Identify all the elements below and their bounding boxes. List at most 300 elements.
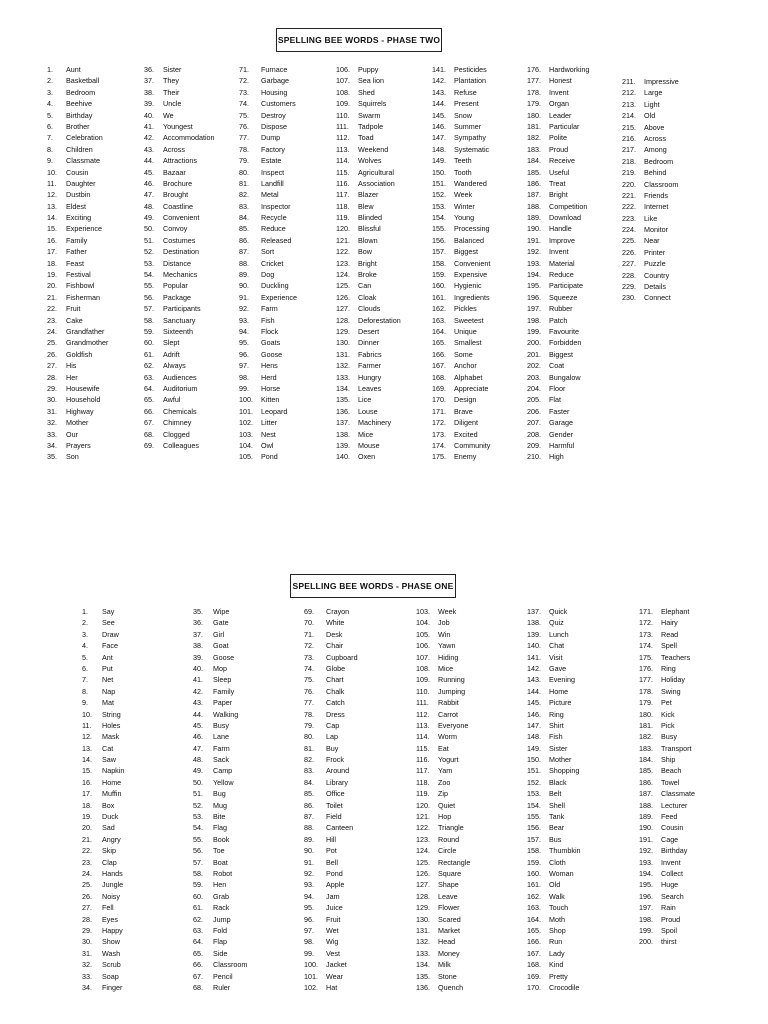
word-number: 119. [336,213,350,223]
word-number: 27. [47,361,57,371]
word-item [527,258,589,269]
word-text: Bus [549,834,562,844]
word-item [47,394,108,405]
word-number: 44. [144,156,154,166]
word-item [144,64,215,75]
word-number: 93. [239,315,249,325]
word-number: 188. [639,800,653,810]
word-item [622,179,679,190]
word-number: 72. [239,76,249,86]
word-item [336,64,401,75]
word-number: 140. [527,641,541,651]
word-item [239,349,297,360]
word-text: Crocodile [549,982,580,992]
word-text: Cloak [358,292,377,302]
word-item [527,902,581,913]
word-number: 109. [336,99,350,109]
word-item [639,629,695,640]
word-number: 138. [527,618,541,628]
word-text: Wet [326,925,339,935]
word-text: Uncle [163,99,182,109]
word-text: Cloth [549,857,566,867]
word-text: Skip [102,846,116,856]
word-item [416,959,470,970]
word-number: 55. [144,281,154,291]
word-number: 221. [622,190,636,200]
word-number: 76. [239,121,249,131]
word-item [527,925,581,936]
word-number: 72. [304,641,314,651]
word-text: Popular [163,281,188,291]
word-item [527,246,589,257]
word-text: Shell [549,800,565,810]
word-text: Particular [549,121,580,131]
word-text: Tadpole [358,121,384,131]
word-item [304,914,358,925]
word-item [622,247,679,258]
word-text: Grandfather [66,326,105,336]
word-item [527,337,589,348]
word-text: Participate [549,281,583,291]
word-text: Proud [549,144,569,154]
word-text: Field [326,812,342,822]
word-number: 4. [47,99,53,109]
word-number: 210. [527,452,541,462]
word-number: 152. [432,190,446,200]
word-text: Sack [213,755,229,765]
word-text: Among [644,145,667,155]
word-text: Plantation [454,76,486,86]
word-item [239,121,297,132]
word-item [336,440,401,451]
word-text: Adrift [163,349,180,359]
word-text: His [66,361,77,371]
word-number: 216. [622,133,636,143]
word-number: 2. [47,76,53,86]
word-number: 44. [193,709,203,719]
word-number: 148. [527,732,541,742]
word-item [47,406,108,417]
word-text: Rabbit [438,698,459,708]
word-text: Napkin [102,766,125,776]
word-item [336,246,401,257]
word-text: Handle [549,224,572,234]
word-text: Ingredients [454,292,490,302]
word-number: 68. [144,429,154,439]
word-number: 219. [622,168,636,178]
word-item [82,629,124,640]
word-item [193,697,247,708]
word-text: Picture [549,698,572,708]
word-number: 17. [47,247,57,257]
word-number: 3. [82,629,88,639]
word-text: Cousin [66,167,89,177]
word-item [527,765,581,776]
word-text: Appreciate [454,383,489,393]
word-item [47,178,108,189]
word-item [82,936,124,947]
word-text: Internet [644,202,669,212]
word-number: 180. [639,709,653,719]
word-text: Lecturer [661,800,688,810]
word-text: Garbage [261,76,289,86]
word-number: 113. [336,144,350,154]
word-number: 133. [336,372,350,382]
word-number: 65. [193,948,203,958]
word-item [416,834,470,845]
word-text: Squeeze [549,292,578,302]
word-text: Bedroom [644,156,674,166]
word-number: 46. [144,178,154,188]
word-text: Dress [326,709,345,719]
word-number: 23. [82,857,92,867]
word-number: 144. [527,686,541,696]
word-item [432,269,490,280]
word-number: 69. [144,440,154,450]
word-text: Mat [102,698,114,708]
word-number: 10. [82,709,92,719]
word-text: Ring [661,663,676,673]
word-text: Leopard [261,406,288,416]
word-item [193,709,247,720]
word-item [527,75,589,86]
word-item [304,800,358,811]
word-text: Classmate [66,156,100,166]
word-number: 146. [527,709,541,719]
word-text: Girl [213,629,225,639]
word-text: Housing [261,87,288,97]
word-number: 16. [82,777,92,787]
word-number: 21. [82,834,92,844]
word-text: Zoo [438,777,451,787]
word-text: Mother [549,755,572,765]
word-text: Sad [102,823,115,833]
word-item [239,315,297,326]
word-text: Classroom [644,179,679,189]
word-item [304,731,358,742]
word-item [527,417,589,428]
word-text: Father [66,247,87,257]
word-text: Youngest [163,121,193,131]
word-item [304,629,358,640]
word-number: 88. [304,823,314,833]
word-text: Running [438,675,465,685]
word-number: 189. [639,812,653,822]
word-number: 58. [144,315,154,325]
word-item [639,834,695,845]
word-item [432,246,490,257]
word-item [193,891,247,902]
word-item [432,451,490,462]
word-number: 178. [527,87,541,97]
word-item [527,822,581,833]
word-number: 89. [304,834,314,844]
word-text: Puppy [358,65,379,74]
word-text: Herd [261,372,277,382]
word-number: 165. [527,925,541,935]
word-item [527,178,589,189]
word-item [639,879,695,890]
word-text: Book [213,834,230,844]
word-text: Pickles [454,304,477,314]
word-item [82,971,124,982]
word-text: Blown [358,235,378,245]
word-number: 38. [193,641,203,651]
word-item [144,292,215,303]
word-item [432,110,490,121]
word-text: Material [549,258,575,268]
word-number: 45. [144,167,154,177]
word-item [82,834,124,845]
word-number: 228. [622,270,636,280]
word-item [416,697,470,708]
word-item [527,834,581,845]
word-number: 170. [527,982,541,992]
word-number: 11. [47,178,57,188]
word-number: 177. [527,76,541,86]
word-item [622,144,679,155]
word-number: 97. [304,925,314,935]
word-text: Woman [549,868,574,878]
word-number: 173. [639,629,653,639]
word-text: Convenient [163,213,200,223]
word-number: 102. [239,418,253,428]
word-number: 5. [82,652,88,662]
word-number: 142. [432,76,446,86]
word-text: Convoy [163,224,188,234]
word-text: Like [644,213,658,223]
word-number: 49. [193,766,203,776]
phase-one-column-2 [193,606,247,993]
word-text: Office [326,789,345,799]
word-item [416,948,470,959]
word-item [47,167,108,178]
word-number: 199. [639,925,653,935]
word-number: 59. [144,326,154,336]
word-item [432,394,490,405]
word-text: Anchor [454,361,477,371]
word-text: Birthday [66,110,93,120]
word-text: Squirrels [358,99,387,109]
word-text: Sympathy [454,133,486,143]
word-item [527,406,589,417]
word-item [527,155,589,166]
word-item [527,98,589,109]
word-item [336,417,401,428]
word-item [47,132,108,143]
word-text: Busy [661,732,677,742]
word-item [639,822,695,833]
word-number: 34. [82,982,92,992]
word-number: 200. [639,937,653,947]
word-item [639,891,695,902]
word-number: 186. [639,777,653,787]
word-item [527,429,589,440]
word-text: Chart [326,675,344,685]
word-item [193,652,247,663]
word-number: 127. [416,880,430,890]
word-text: Gate [213,618,229,628]
word-number: 52. [144,247,154,257]
word-item [432,303,490,314]
word-text: Job [438,618,450,628]
word-number: 61. [193,903,203,913]
word-text: Elephant [661,607,690,616]
word-text: Pretty [549,971,568,981]
word-item [527,811,581,822]
word-number: 112. [336,133,350,143]
word-item [304,617,358,628]
word-number: 36. [193,618,203,628]
word-number: 187. [527,190,541,200]
word-number: 181. [527,121,541,131]
word-number: 40. [144,110,154,120]
word-item [336,178,401,189]
word-text: Sea lion [358,76,384,86]
word-text: Competition [549,201,588,211]
word-number: 171. [639,607,653,616]
word-item [336,75,401,86]
word-item [82,777,124,788]
word-number: 39. [144,99,154,109]
word-item [527,132,589,143]
word-item [304,857,358,868]
word-item [193,868,247,879]
word-number: 227. [622,259,636,269]
word-item [47,223,108,234]
word-text: Wolves [358,156,382,166]
word-number: 77. [239,133,249,143]
word-number: 75. [239,110,249,120]
word-item [622,281,679,292]
word-item [336,144,401,155]
word-number: 138. [336,429,350,439]
word-number: 176. [527,65,541,74]
word-item [82,868,124,879]
word-item [527,663,581,674]
word-text: Excited [454,429,478,439]
word-item [239,383,297,394]
word-text: Mop [213,663,227,673]
word-item [416,663,470,674]
word-text: Furnace [261,65,288,74]
word-item [527,349,589,360]
word-text: Ruler [213,982,231,992]
word-item [47,303,108,314]
word-item [47,280,108,291]
word-number: 79. [239,156,249,166]
word-number: 90. [304,846,314,856]
word-item [416,709,470,720]
word-text: Farm [213,743,230,753]
word-item [304,640,358,651]
word-text: Cap [326,720,340,730]
word-number: 130. [416,914,430,924]
word-text: Bright [549,190,568,200]
word-item [47,451,108,462]
word-number: 154. [527,800,541,810]
word-number: 94. [304,891,314,901]
word-text: Harmful [549,440,575,450]
word-number: 144. [432,99,446,109]
phase-two-column-6 [527,64,589,463]
word-text: Mother [66,418,89,428]
word-item [416,891,470,902]
word-number: 15. [47,224,57,234]
word-item [82,606,124,617]
word-text: Jam [326,891,340,901]
word-item [432,383,490,394]
word-text: Fell [102,903,114,913]
word-item [82,822,124,833]
word-number: 20. [47,281,57,291]
word-number: 31. [47,406,57,416]
word-number: 208. [527,429,541,439]
word-text: Destination [163,247,199,257]
word-number: 128. [416,891,430,901]
word-item [304,777,358,788]
word-number: 84. [239,213,249,223]
word-number: 26. [47,349,57,359]
word-text: Yawn [438,641,456,651]
phase-two-column-2 [144,64,215,451]
word-item [239,406,297,417]
word-number: 111. [336,121,349,131]
word-item [82,743,124,754]
word-number: 81. [239,178,249,188]
word-item [82,617,124,628]
phase-two-column-5 [432,64,490,463]
word-item [527,720,581,731]
word-text: Brave [454,406,473,416]
word-text: Beach [661,766,682,776]
word-text: High [549,452,564,462]
word-item [193,857,247,868]
word-number: 191. [527,235,541,245]
word-item [193,720,247,731]
word-text: Spoil [661,925,677,935]
word-text: Jacket [326,960,347,970]
word-item [144,337,215,348]
word-item [304,925,358,936]
phase-one-column-4 [416,606,470,993]
word-text: Gender [549,429,573,439]
word-number: 190. [527,224,541,234]
word-text: Around [326,766,350,776]
word-text: Teeth [454,156,472,166]
word-number: 196. [527,292,541,302]
word-number: 192. [639,846,653,856]
word-item [432,406,490,417]
word-text: Goat [213,641,229,651]
word-item [47,64,108,75]
word-text: Flag [213,823,227,833]
word-number: 134. [336,383,350,393]
word-number: 158. [432,258,446,268]
word-item [416,640,470,651]
word-text: Pond [326,868,343,878]
word-item [144,440,215,451]
word-text: Oxen [358,452,376,462]
word-text: Zip [438,789,448,799]
word-item [527,845,581,856]
word-number: 152. [527,777,541,787]
word-number: 163. [432,315,446,325]
word-item [193,902,247,913]
word-number: 159. [527,857,541,867]
word-item [336,383,401,394]
word-item [304,674,358,685]
